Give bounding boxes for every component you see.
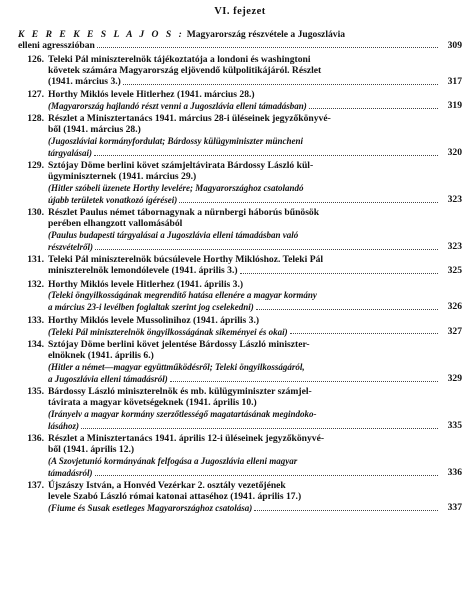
dot-leader [179, 202, 438, 203]
intro-title-line1: Magyarország részvétele a Jugoszlávia [186, 29, 346, 40]
entry-title: Bárdossy László miniszterelnök és mb. külügyminiszter számjel- [48, 385, 312, 397]
page-number: 309 [447, 40, 462, 51]
entry-note: (Teleki Pál miniszterelnök öngyilkosságának sikeményei és okai) [48, 326, 288, 337]
dot-leader [290, 333, 438, 334]
entry-note: (Hitler szóbeli üzenete Horthy levelére; Magyarországhoz csatolandó [48, 183, 304, 194]
entry-title: Teleki Pál miniszterelnök tájékoztatója a londoni és washingtoni [48, 54, 311, 65]
toc-entry [18, 161, 462, 206]
entry-title: levele Szabó László római katonai attaséhoz (1941. április 17.) [48, 490, 302, 502]
entry-number: 137. [27, 479, 44, 491]
entry-title: Újszászy István, a Honvéd Vezérkar 2. osztály vezetőjének [48, 479, 286, 491]
entry-note: (Teleki öngyilkosságának megrendítő hatása ellenére a magyar kormány [48, 290, 317, 301]
entry-number: 135. [27, 385, 44, 397]
entry-list [18, 55, 462, 514]
entry-note: a Jugoszlávia elleni támadásról) [48, 373, 168, 384]
page-number: 325 [447, 265, 462, 277]
toc-entry [18, 316, 462, 338]
dot-leader [240, 273, 438, 274]
entry-title: Horthy Miklós levele Mussolinihoz (1941. április 3.) [48, 314, 260, 326]
entry-note: (Paulus budapesti tárgyalásai a Jugoszlávia elleni támadásban való [48, 230, 299, 241]
entry-title: Részlet Paulus német tábornagynak a nürnbergi háborús bűnösök [48, 207, 320, 219]
page-number: 335 [447, 419, 462, 431]
intro-entry [18, 29, 462, 51]
entry-number: 126. [27, 54, 44, 65]
toc-entry [18, 208, 462, 253]
entry-title: távirata a magyar követségeknek (1941. április 10.) [48, 396, 257, 408]
entry-title: ügyminiszternek (1941. március 29.) [48, 171, 197, 183]
toc-entry [18, 481, 462, 514]
dot-leader [123, 84, 438, 85]
entry-title: miniszterelnök lemondólevele (1941. április 3.) [48, 265, 238, 277]
entry-note: (Irányelv a magyar kormány szerzőtlességő magatartásának megindoko- [48, 408, 317, 419]
page-number: 327 [447, 325, 462, 337]
entry-title: Sztójay Döme berlini követ számjeltávirata Bárdossy László kül- [48, 160, 314, 172]
entry-number: 131. [27, 254, 44, 266]
entry-note: újabb területek vonatkozó ígérései) [48, 195, 178, 206]
entry-number: 127. [27, 89, 44, 101]
toc-entry [18, 340, 462, 385]
entry-note: (Jugoszláviai kormányfordulat; Bárdossy külügyminiszter müncheni [48, 136, 304, 147]
entry-number: 130. [27, 207, 44, 219]
toc-entry [18, 55, 462, 88]
entry-title: Horthy Miklós levele Hitlerhez (1941. április 3.) [48, 278, 244, 290]
table-of-contents [18, 6, 462, 604]
toc-entry [18, 434, 462, 479]
entry-note: (Hitler a német—magyar együttműködésről; Teleki öngyilkosságáról, [48, 361, 305, 372]
entry-title: elnöknek (1941. április 6.) [48, 349, 154, 361]
page-number: 337 [447, 501, 462, 513]
entry-number: 134. [27, 338, 44, 350]
intro-author: K E R E K E S L A J O S : [18, 29, 185, 40]
entry-title: Horthy Miklós levele Hitlerhez (1941. március 28.) [48, 89, 255, 101]
toc-entry [18, 90, 462, 112]
dot-leader [256, 309, 438, 310]
entry-title: (1941. március 3.) [48, 75, 121, 87]
dot-leader [95, 475, 438, 476]
entry-note: (A Szovjetunió kormányának felfogása a Jugoszlávia elleni magyar [48, 455, 298, 466]
page-number: 319 [447, 100, 462, 112]
entry-note: lásához) [48, 420, 80, 431]
entry-number: 132. [27, 278, 44, 290]
page-number: 320 [447, 147, 462, 159]
entry-number: 133. [27, 314, 44, 326]
dot-leader [309, 108, 438, 109]
page-number: 336 [447, 466, 462, 478]
intro-title-line2: elleni agresszióban [18, 40, 95, 51]
toc-entry [18, 280, 462, 314]
entry-note: (Magyarország hajlandó részt venni a Jugoszlávia elleni támadásban) [48, 101, 307, 112]
page-number: 326 [447, 301, 462, 313]
entry-title: ből (1941. március 28.) [48, 124, 141, 136]
entry-title: követek számára Magyarország eljövendő külpolitikájáról. Részlet [48, 64, 322, 76]
entry-number: 136. [27, 432, 44, 444]
entry-title: Sztójay Döme berlini követ jelentése Bárdossy László miniszter- [48, 338, 310, 350]
entry-title: Teleki Pál miniszterelnök búcsúlevele Horthy Miklóshoz. Teleki Pál [48, 254, 324, 266]
entry-number: 129. [27, 160, 44, 172]
entry-note: támadásról) [48, 467, 93, 478]
page-number: 323 [447, 194, 462, 206]
page-number: 317 [447, 75, 462, 87]
page-number: 329 [447, 372, 462, 384]
entry-note: tárgyalásai) [48, 148, 92, 159]
entry-note: részvételről) [48, 242, 93, 253]
entry-title: Részlet a Minisztertanács 1941. április 12-i üléseinek jegyzőkönyvé- [48, 432, 325, 444]
dot-leader [97, 47, 438, 48]
toc-entry [18, 255, 462, 277]
toc-entry [18, 387, 462, 432]
dot-leader [94, 155, 438, 156]
page-number: 323 [447, 241, 462, 253]
toc-entry [18, 114, 462, 159]
dot-leader [254, 510, 438, 511]
entry-title: perében elhangzott vallomásából [48, 218, 183, 230]
entry-note: a március 23-i levélben foglaltak szerint jog cselekedni) [48, 302, 254, 313]
dot-leader [170, 381, 438, 382]
entry-note: (Fiume és Susak esetleges Magyarországhoz csatolása) [48, 502, 253, 513]
dot-leader [81, 428, 438, 429]
entry-title: ből (1941. április 12.) [48, 443, 135, 455]
entry-number: 128. [27, 113, 44, 125]
chapter-title: VI. fejezet [214, 6, 266, 17]
entry-title: Részlet a Minisztertanács 1941. március 28-i üléseinek jegyzőkönyvé- [48, 113, 331, 125]
dot-leader [95, 249, 438, 250]
